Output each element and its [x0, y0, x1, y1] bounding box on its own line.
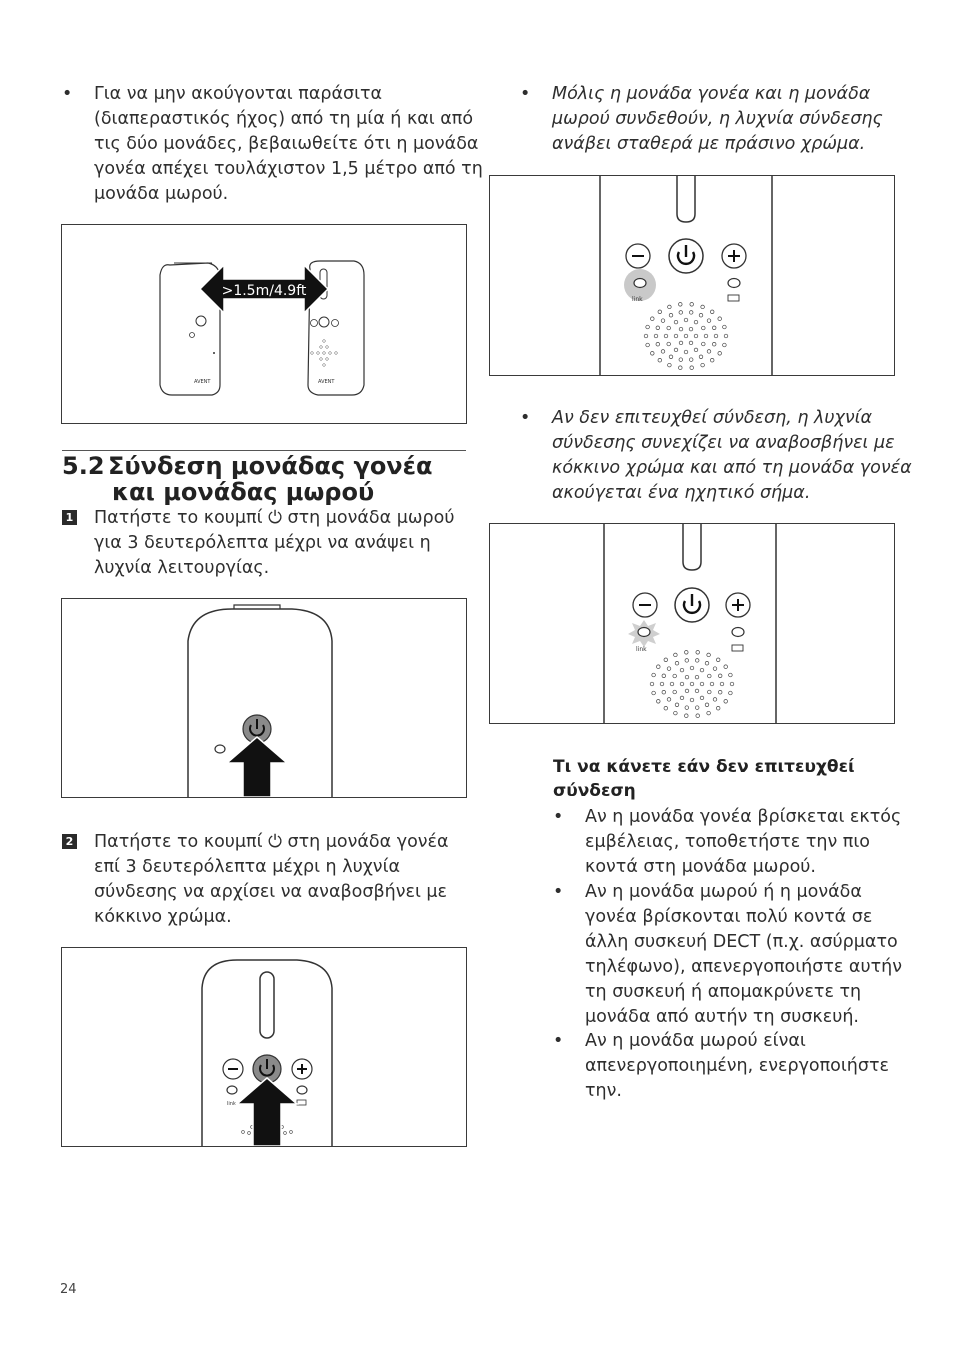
- troubleshoot-heading: [553, 755, 855, 803]
- speaker-grille: [650, 651, 734, 718]
- grille-hole: [661, 319, 665, 323]
- grille-hole: [724, 700, 728, 704]
- tip-1: [553, 805, 913, 881]
- baby-unit-illustration: [62, 599, 466, 797]
- tip-3-line-2: απενεργοποιημένη, ενεργοποιήστε: [585, 1056, 889, 1076]
- grille-hole: [696, 651, 700, 655]
- grille-hole: [664, 334, 668, 338]
- grille-hole: [710, 682, 714, 686]
- grille-hole: [690, 682, 694, 686]
- grille-hole: [710, 358, 714, 362]
- grille-hole: [714, 334, 718, 338]
- grille-hole: [679, 341, 683, 345]
- grille-hole: [700, 668, 704, 672]
- grille-hole: [680, 668, 684, 672]
- grille-hole: [658, 310, 662, 314]
- grille-hole: [707, 350, 711, 354]
- link-label: link: [636, 646, 647, 653]
- distance-label: >1.5m/4.9ft: [221, 283, 307, 299]
- tip-3: [553, 1029, 913, 1105]
- grille-hole: [679, 358, 683, 362]
- figure-baby-unit-power: [61, 598, 467, 798]
- grille-hole: [710, 310, 714, 314]
- not-connected-line-1: Αν δεν επιτευχθεί σύνδεση, η λυχνία: [552, 408, 873, 428]
- grille-hole: [729, 691, 733, 695]
- grille-hole: [674, 653, 678, 657]
- grille-hole: [657, 700, 661, 704]
- grille-hole: [658, 358, 662, 362]
- tip-1-line-3: κοντά στη μονάδα μωρού.: [585, 857, 816, 877]
- troubleshoot-heading-line-2: σύνδεση: [553, 781, 636, 801]
- intro-bullet: [62, 82, 483, 207]
- grille-hole: [667, 698, 671, 702]
- connected-line-1: Μόλις η μονάδα γονέα και η μονάδα: [552, 84, 871, 104]
- grille-hole: [718, 690, 722, 694]
- result-bullet-connected: [520, 82, 910, 158]
- figure-distance: [61, 224, 467, 424]
- grille-hole: [660, 682, 664, 686]
- grille-hole: [699, 313, 703, 317]
- grille-hole: [679, 311, 683, 315]
- grille-hole: [664, 706, 668, 710]
- tip-2-line-4: τηλέφωνο), απενεργοποιήστε αυτήν: [585, 957, 902, 977]
- grille-hole: [685, 706, 689, 710]
- grille-hole: [675, 661, 679, 665]
- grille-hole: [723, 325, 727, 329]
- grille-hole: [713, 667, 717, 671]
- grille-hole: [700, 696, 704, 700]
- grille-hole: [707, 319, 711, 323]
- grille-hole: [718, 317, 722, 321]
- grille-hole: [654, 334, 658, 338]
- grille-hole: [656, 326, 660, 330]
- grille-hole: [689, 341, 693, 345]
- grille-hole: [708, 690, 712, 694]
- grille-hole: [696, 714, 700, 718]
- grille-hole: [667, 667, 671, 671]
- grille-hole: [695, 706, 699, 710]
- grille-hole: [713, 698, 717, 702]
- grille-hole: [718, 674, 722, 678]
- grille-hole: [680, 696, 684, 700]
- grille-hole: [684, 334, 688, 338]
- step-2-line-2: επί 3 δευτερόλεπτα μέχρι η λυχνία: [94, 857, 401, 877]
- grille-hole: [689, 358, 693, 362]
- grille-hole: [685, 689, 689, 693]
- grille-hole: [652, 691, 656, 695]
- step-2-line-4: κόκκινο χρώμα.: [94, 907, 232, 927]
- svg-text:AVENT: AVENT: [318, 379, 335, 385]
- grille-hole: [685, 714, 689, 718]
- grille-hole: [669, 313, 673, 317]
- step-2-text: [62, 830, 472, 930]
- figure-parent-unit-power: [61, 947, 467, 1147]
- link-label: link: [227, 1101, 236, 1107]
- section-title-line-2: και μονάδας μωρού: [112, 478, 375, 506]
- bullet-marker: •: [62, 84, 73, 104]
- grille-hole: [674, 348, 678, 352]
- intro-line-1: Για να μην ακούγονται παράσιτα: [94, 84, 383, 104]
- grille-hole: [705, 703, 709, 707]
- tip-3-line-3: την.: [585, 1081, 622, 1101]
- grille-hole: [724, 334, 728, 338]
- grille-hole: [661, 350, 665, 354]
- link-connected-illustration: [490, 176, 894, 375]
- grille-hole: [702, 342, 706, 346]
- bullet-marker: •: [520, 408, 531, 428]
- section-heading: [62, 450, 466, 506]
- grille-hole: [669, 355, 673, 359]
- grille-hole: [651, 352, 655, 356]
- grille-hole: [679, 303, 683, 307]
- grille-hole: [662, 674, 666, 678]
- grille-hole: [685, 659, 689, 663]
- grille-hole: [690, 666, 694, 670]
- section-number: 5.2: [62, 452, 105, 480]
- grille-hole: [695, 659, 699, 663]
- grille-hole: [690, 303, 694, 307]
- bullet-marker: •: [553, 1031, 564, 1051]
- grille-hole: [667, 342, 671, 346]
- bullet-marker: •: [520, 84, 531, 104]
- grille-hole: [702, 326, 706, 330]
- bullet-marker: •: [553, 807, 564, 827]
- grille-hole: [694, 320, 698, 324]
- grille-hole: [646, 343, 650, 347]
- grille-hole: [724, 665, 728, 669]
- grille-hole: [704, 334, 708, 338]
- grille-hole: [716, 706, 720, 710]
- grille-hole: [730, 682, 734, 686]
- grille-hole: [674, 334, 678, 338]
- grille-hole: [646, 325, 650, 329]
- grille-hole: [657, 665, 661, 669]
- grille-hole: [701, 305, 705, 309]
- step-1-line-1: Πατήστε το κουμπί ⏻ στη μονάδα μωρού: [94, 508, 455, 528]
- battery-icon: [732, 645, 743, 651]
- grille-hole: [705, 661, 709, 665]
- step-2-line-1: Πατήστε το κουμπί ⏻ στη μονάδα γονέα: [94, 832, 449, 852]
- not-connected-line-4: ακούγεται ένα ηχητικό σήμα.: [552, 483, 811, 503]
- grille-hole: [694, 348, 698, 352]
- grille-hole: [716, 658, 720, 662]
- grille-hole: [718, 352, 722, 356]
- distance-illustration: [62, 225, 466, 423]
- grille-hole: [685, 675, 689, 679]
- grille-hole: [685, 651, 689, 655]
- grille-hole: [651, 317, 655, 321]
- grille-hole: [667, 326, 671, 330]
- tip-2-line-5: τη συσκευή ή απομακρύνετε τη: [585, 982, 862, 1002]
- grille-hole: [701, 363, 705, 367]
- grille-hole: [668, 305, 672, 309]
- grille-hole: [708, 674, 712, 678]
- intro-line-5: μονάδα μωρού.: [94, 184, 229, 204]
- step-1-badge: 1: [62, 510, 77, 525]
- grille-hole: [656, 342, 660, 346]
- grille-hole: [674, 320, 678, 324]
- step-2-badge: 2: [62, 834, 77, 849]
- grille-hole: [700, 682, 704, 686]
- grille-hole: [680, 682, 684, 686]
- figure-link-connected: [489, 175, 895, 376]
- figure-link-blinking: [489, 523, 895, 724]
- intro-line-4: γονέα απέχει τουλάχιστον 1,5 μέτρο από τη: [94, 159, 483, 179]
- connected-line-3: ανάβει σταθερά με πράσινο χρώμα.: [552, 134, 866, 154]
- battery-icon: [728, 295, 739, 301]
- grille-hole: [712, 342, 716, 346]
- grille-hole: [673, 674, 677, 678]
- grille-hole: [679, 366, 683, 370]
- troubleshoot-heading-line-1: Τι να κάνετε εάν δεν επιτευχθεί: [553, 757, 855, 777]
- grille-hole: [690, 366, 694, 370]
- step-2-line-3: σύνδεσης να αρχίσει να αναβοσβήνει με: [94, 882, 448, 902]
- step-1-line-2: για 3 δευτερόλεπτα μέχρι να ανάψει η: [94, 533, 431, 553]
- intro-line-2: (διαπεραστικός ήχος) από τη μία ή και από: [94, 109, 474, 129]
- grille-hole: [712, 326, 716, 330]
- grille-hole: [695, 689, 699, 693]
- tip-3-line-1: Αν η μονάδα μωρού είναι: [585, 1031, 806, 1051]
- section-title-line-1: Σύνδεση μονάδας γονέα: [108, 452, 433, 480]
- grille-hole: [684, 350, 688, 354]
- grille-hole: [723, 343, 727, 347]
- grille-hole: [673, 690, 677, 694]
- step-1-text: [62, 506, 472, 582]
- intro-line-3: τις δύο μονάδες, βεβαιωθείτε ότι η μονάδα: [94, 134, 479, 154]
- grille-hole: [644, 334, 648, 338]
- grille-hole: [652, 673, 656, 677]
- tip-1-line-1: Αν η μονάδα γονέα βρίσκεται εκτός: [585, 807, 902, 827]
- page-number: 24: [60, 1282, 77, 1297]
- svg-text:AVENT: AVENT: [194, 379, 211, 385]
- parent-unit-press-illustration: [62, 948, 466, 1146]
- grille-hole: [707, 653, 711, 657]
- grille-hole: [729, 673, 733, 677]
- link-blinking-illustration: [490, 524, 894, 723]
- grille-hole: [699, 355, 703, 359]
- link-label: link: [632, 296, 643, 303]
- grille-hole: [694, 334, 698, 338]
- tip-2-line-6: μονάδα από αυτήν τη συσκευή.: [585, 1007, 859, 1027]
- not-connected-line-3: κόκκινο χρώμα και από τη μονάδα γονέα: [552, 458, 912, 478]
- tip-2-line-3: άλλη συσκευή DECT (π.χ. ασύρματο: [585, 932, 898, 952]
- result-bullet-not-connected: [520, 406, 920, 506]
- grille-hole: [679, 327, 683, 331]
- tip-2-line-1: Αν η μονάδα μωρού ή η μονάδα: [585, 882, 862, 902]
- grille-hole: [664, 658, 668, 662]
- grille-hole: [674, 711, 678, 715]
- step-1-line-3: λυχνία λειτουργίας.: [94, 558, 270, 578]
- tip-1-line-2: εμβέλειας, τοποθετήστε την πιο: [585, 832, 870, 852]
- grille-hole: [668, 363, 672, 367]
- grille-hole: [707, 711, 711, 715]
- speaker-grille: [644, 303, 728, 370]
- bullet-marker: •: [553, 882, 564, 902]
- not-connected-line-2: σύνδεσης συνεχίζει να αναβοσβήνει με: [552, 433, 895, 453]
- grille-hole: [650, 682, 654, 686]
- tip-2-line-2: γονέα βρίσκονται πολύ κοντά σε: [585, 907, 873, 927]
- grille-hole: [689, 327, 693, 331]
- grille-hole: [675, 703, 679, 707]
- grille-hole: [684, 318, 688, 322]
- grille-hole: [662, 690, 666, 694]
- connected-line-2: μωρού συνδεθούν, η λυχνία σύνδεσης: [552, 109, 883, 129]
- tip-2: [553, 880, 913, 1030]
- grille-hole: [695, 675, 699, 679]
- grille-hole: [689, 311, 693, 315]
- grille-hole: [720, 682, 724, 686]
- grille-hole: [690, 698, 694, 702]
- grille-hole: [670, 682, 674, 686]
